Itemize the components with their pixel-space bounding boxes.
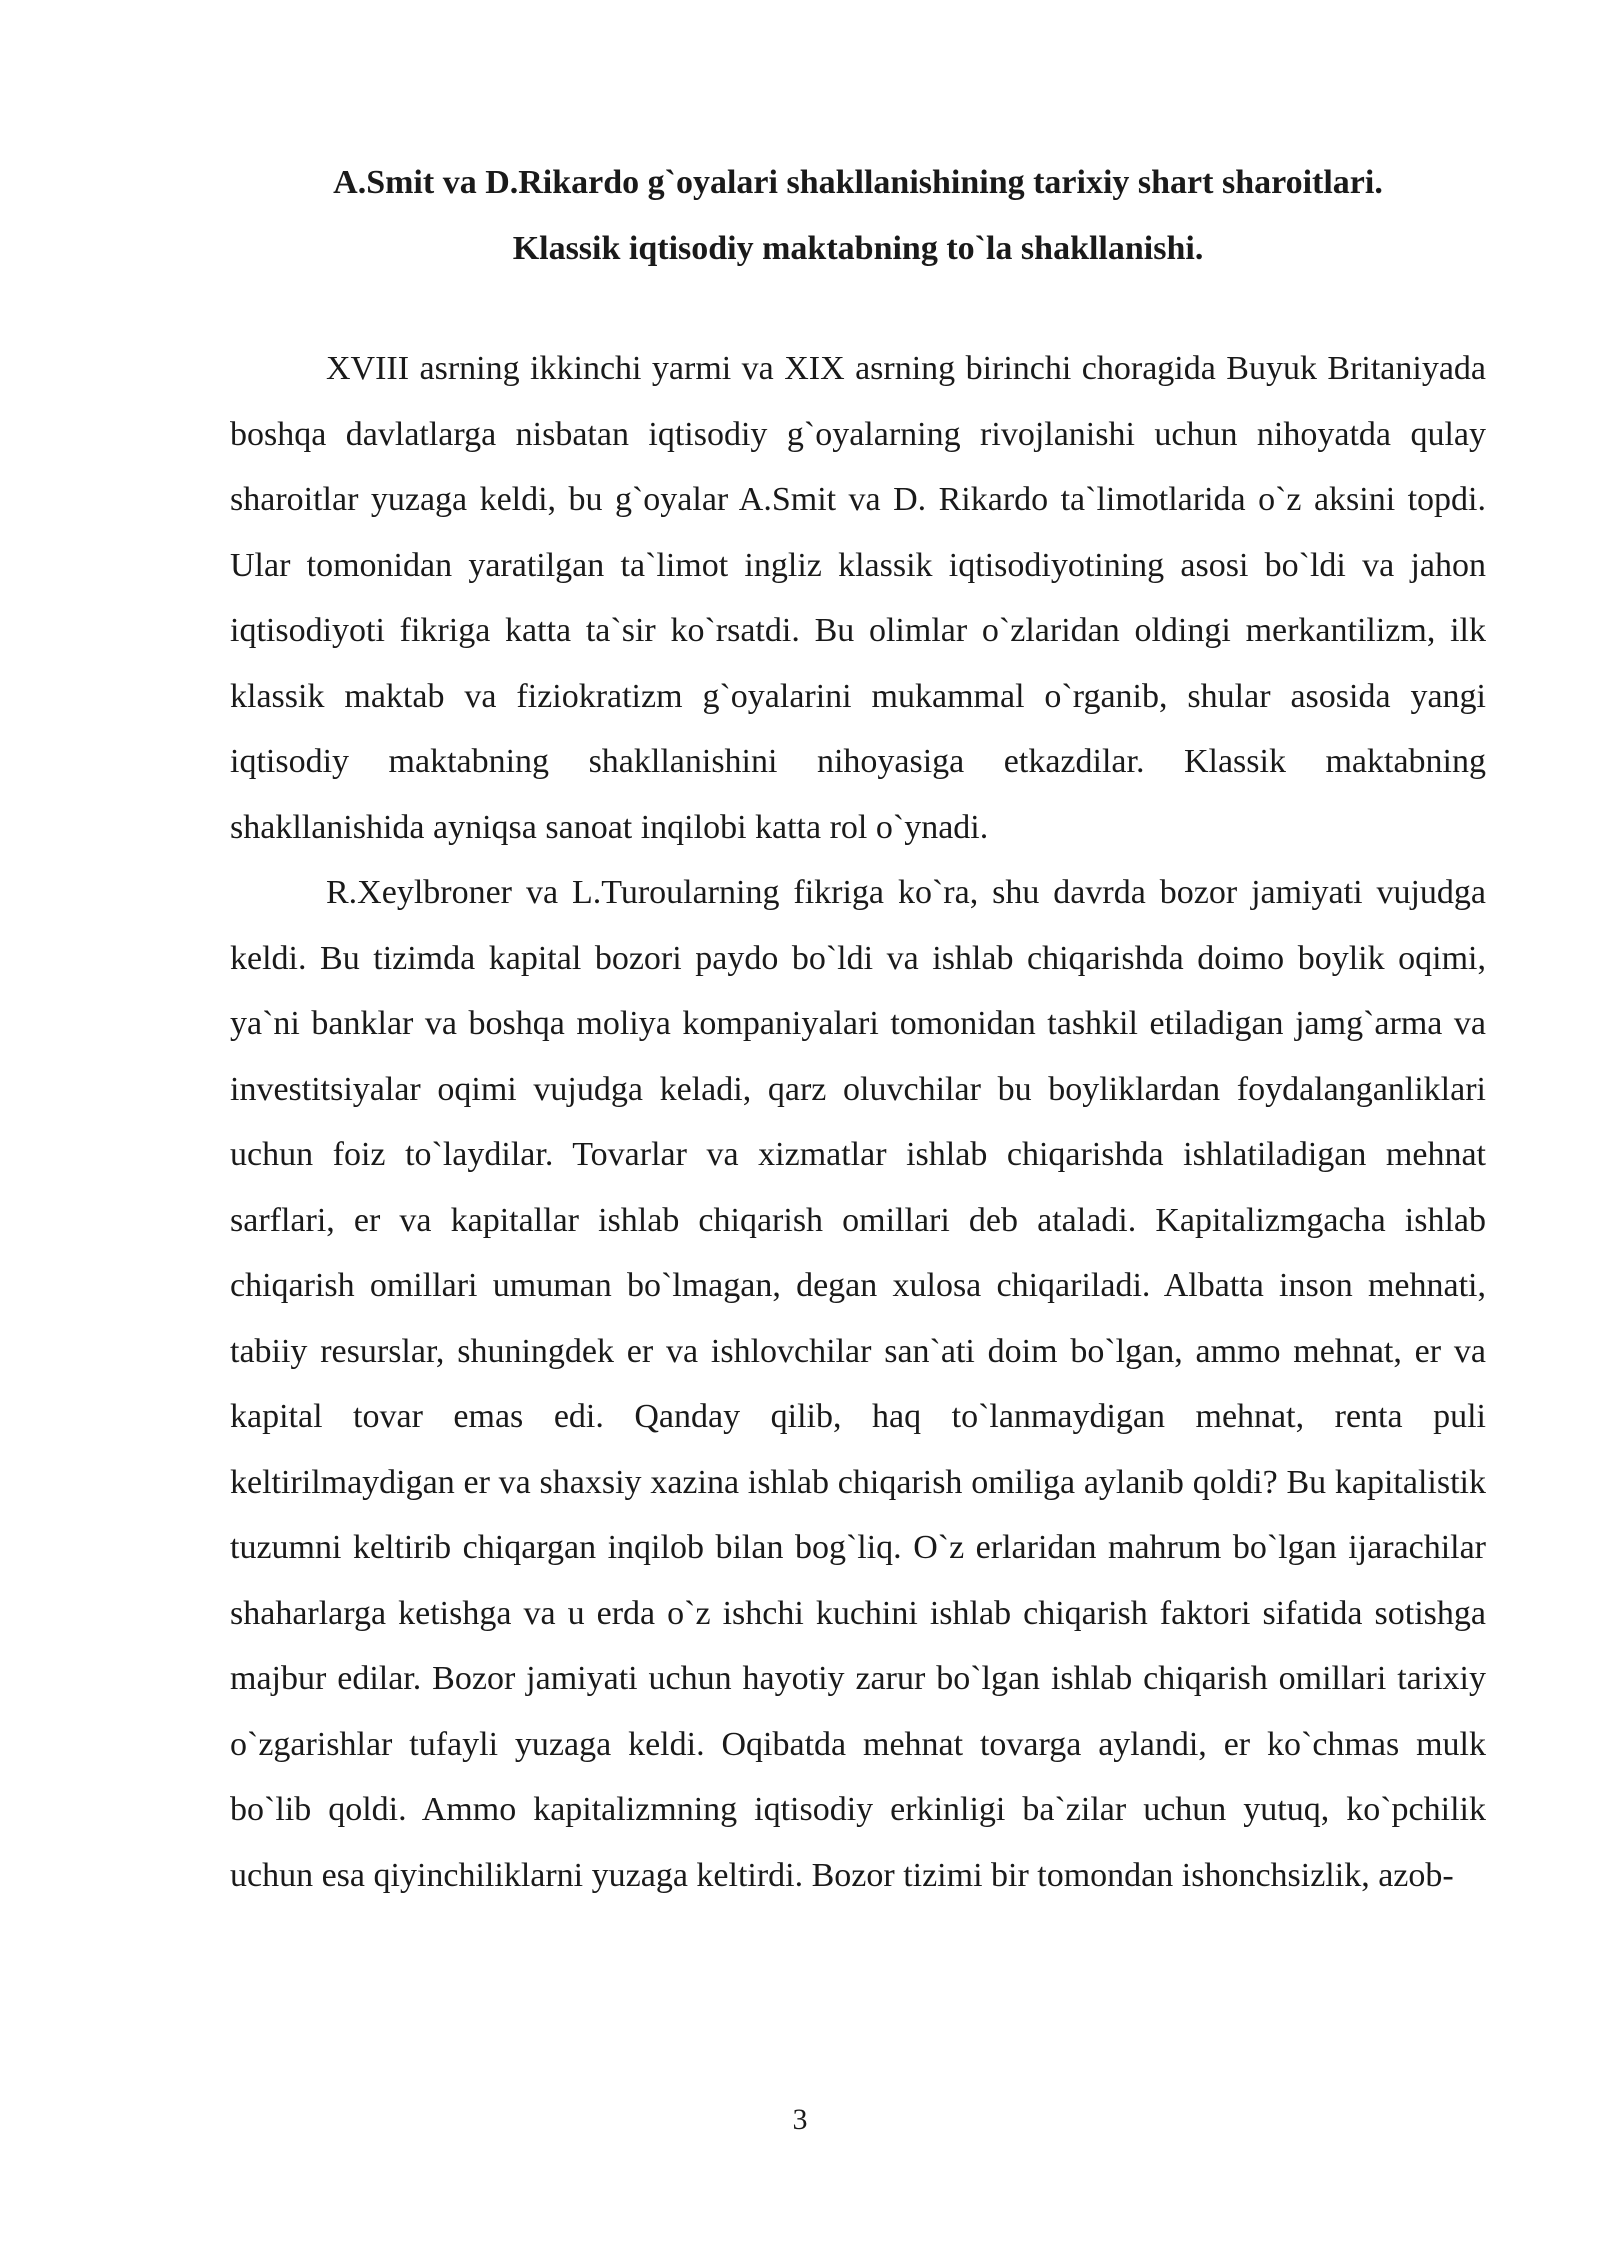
paragraph-1: XVIII asrning ikkinchi yarmi va XIX asrning birinchi choragida Buyuk Britaniyada boshqa davlatlarga nisbatan iqtisodiy g`oyalarning rivojlanishi uchun nihoyatda qulay sharoitlar yuzaga keldi, bu g`oyalar A.Smit va D. Rikardo ta`limotlarida o`z aksini topdi. Ular tomonidan yaratilgan ta`limot ingliz klassik iqtisodiyotining asosi bo`ldi va jahon iqtisodiyoti fikriga katta ta`sir ko`rsatdi. Bu olimlar o`zlaridan oldingi merkantilizm, ilk klassik maktab va fiziokratizm g`oyalarini mukammal o`rganib, shular asosida yangi iqtisodiy maktabning shakllanishini nihoyasiga etkazdilar. Klassik maktabning shakllanishida ayniqsa sanoat inqilobi katta rol o`ynadi.: [230, 350, 1486, 846]
page-number: 3: [792, 2103, 808, 2136]
document-title: [230, 150, 1486, 282]
document-body: [230, 336, 1486, 1908]
title-line-2: Klassik iqtisodiy maktabning to`la shakllanishi.: [512, 230, 1204, 267]
paragraph-2: R.Xeylbroner va L.Turoularning fikriga ko`ra, shu davrda bozor jamiyati vujudga keldi. Bu tizimda kapital bozori paydo bo`ldi va ishlab chiqarishda doimo boylik oqimi, ya`ni banklar va boshqa moliya kompaniyalari tomonidan tashkil etiladigan jamg`arma va investitsiyalar oqimi vujudga keladi, qarz oluvchilar bu boyliklardan foydalanganliklari uchun foiz to`laydilar. Tovarlar va xizmatlar ishlab chiqarishda ishlatiladigan mehnat sarflari, er va kapitallar ishlab chiqarish omillari deb ataladi. Kapitalizmgacha ishlab chiqarish omillari umuman bo`lmagan, degan xulosa chiqariladi. Albatta inson mehnati, tabiiy resurslar, shuningdek er va ishlovchilar san`ati doim bo`lgan, ammo mehnat, er va kapital tovar emas edi. Qanday qilib, haq to`lanmaydigan mehnat, renta puli keltirilmaydigan er va shaxsiy xazina ishlab chiqarish omiliga aylanib qoldi? Bu kapitalistik tuzumni keltirib chiqargan inqilob bilan bog`liq. O`z erlaridan mahrum bo`lgan ijarachilar shaharlarga ketishga va u erda o`z ishchi kuchini ishlab chiqarish faktori sifatida sotishga majbur edilar. Bozor jamiyati uchun hayotiy zarur bo`lgan ishlab chiqarish omillari tarixiy o`zgarishlar tufayli yuzaga keldi. Oqibatda mehnat tovarga aylandi, er ko`chmas mulk bo`lib qoldi. Ammo kapitalizmning iqtisodiy erkinligi ba`zilar uchun yutuq, ko`pchilik uchun esa qiyinchiliklarni yuzaga keltirdi. Bozor tizimi bir tomondan ishonchsizlik, azob-: [230, 874, 1486, 1894]
title-line-1: A.Smit va D.Rikardo g`oyalari shakllanishining tarixiy shart sharoitlari.: [333, 164, 1383, 201]
